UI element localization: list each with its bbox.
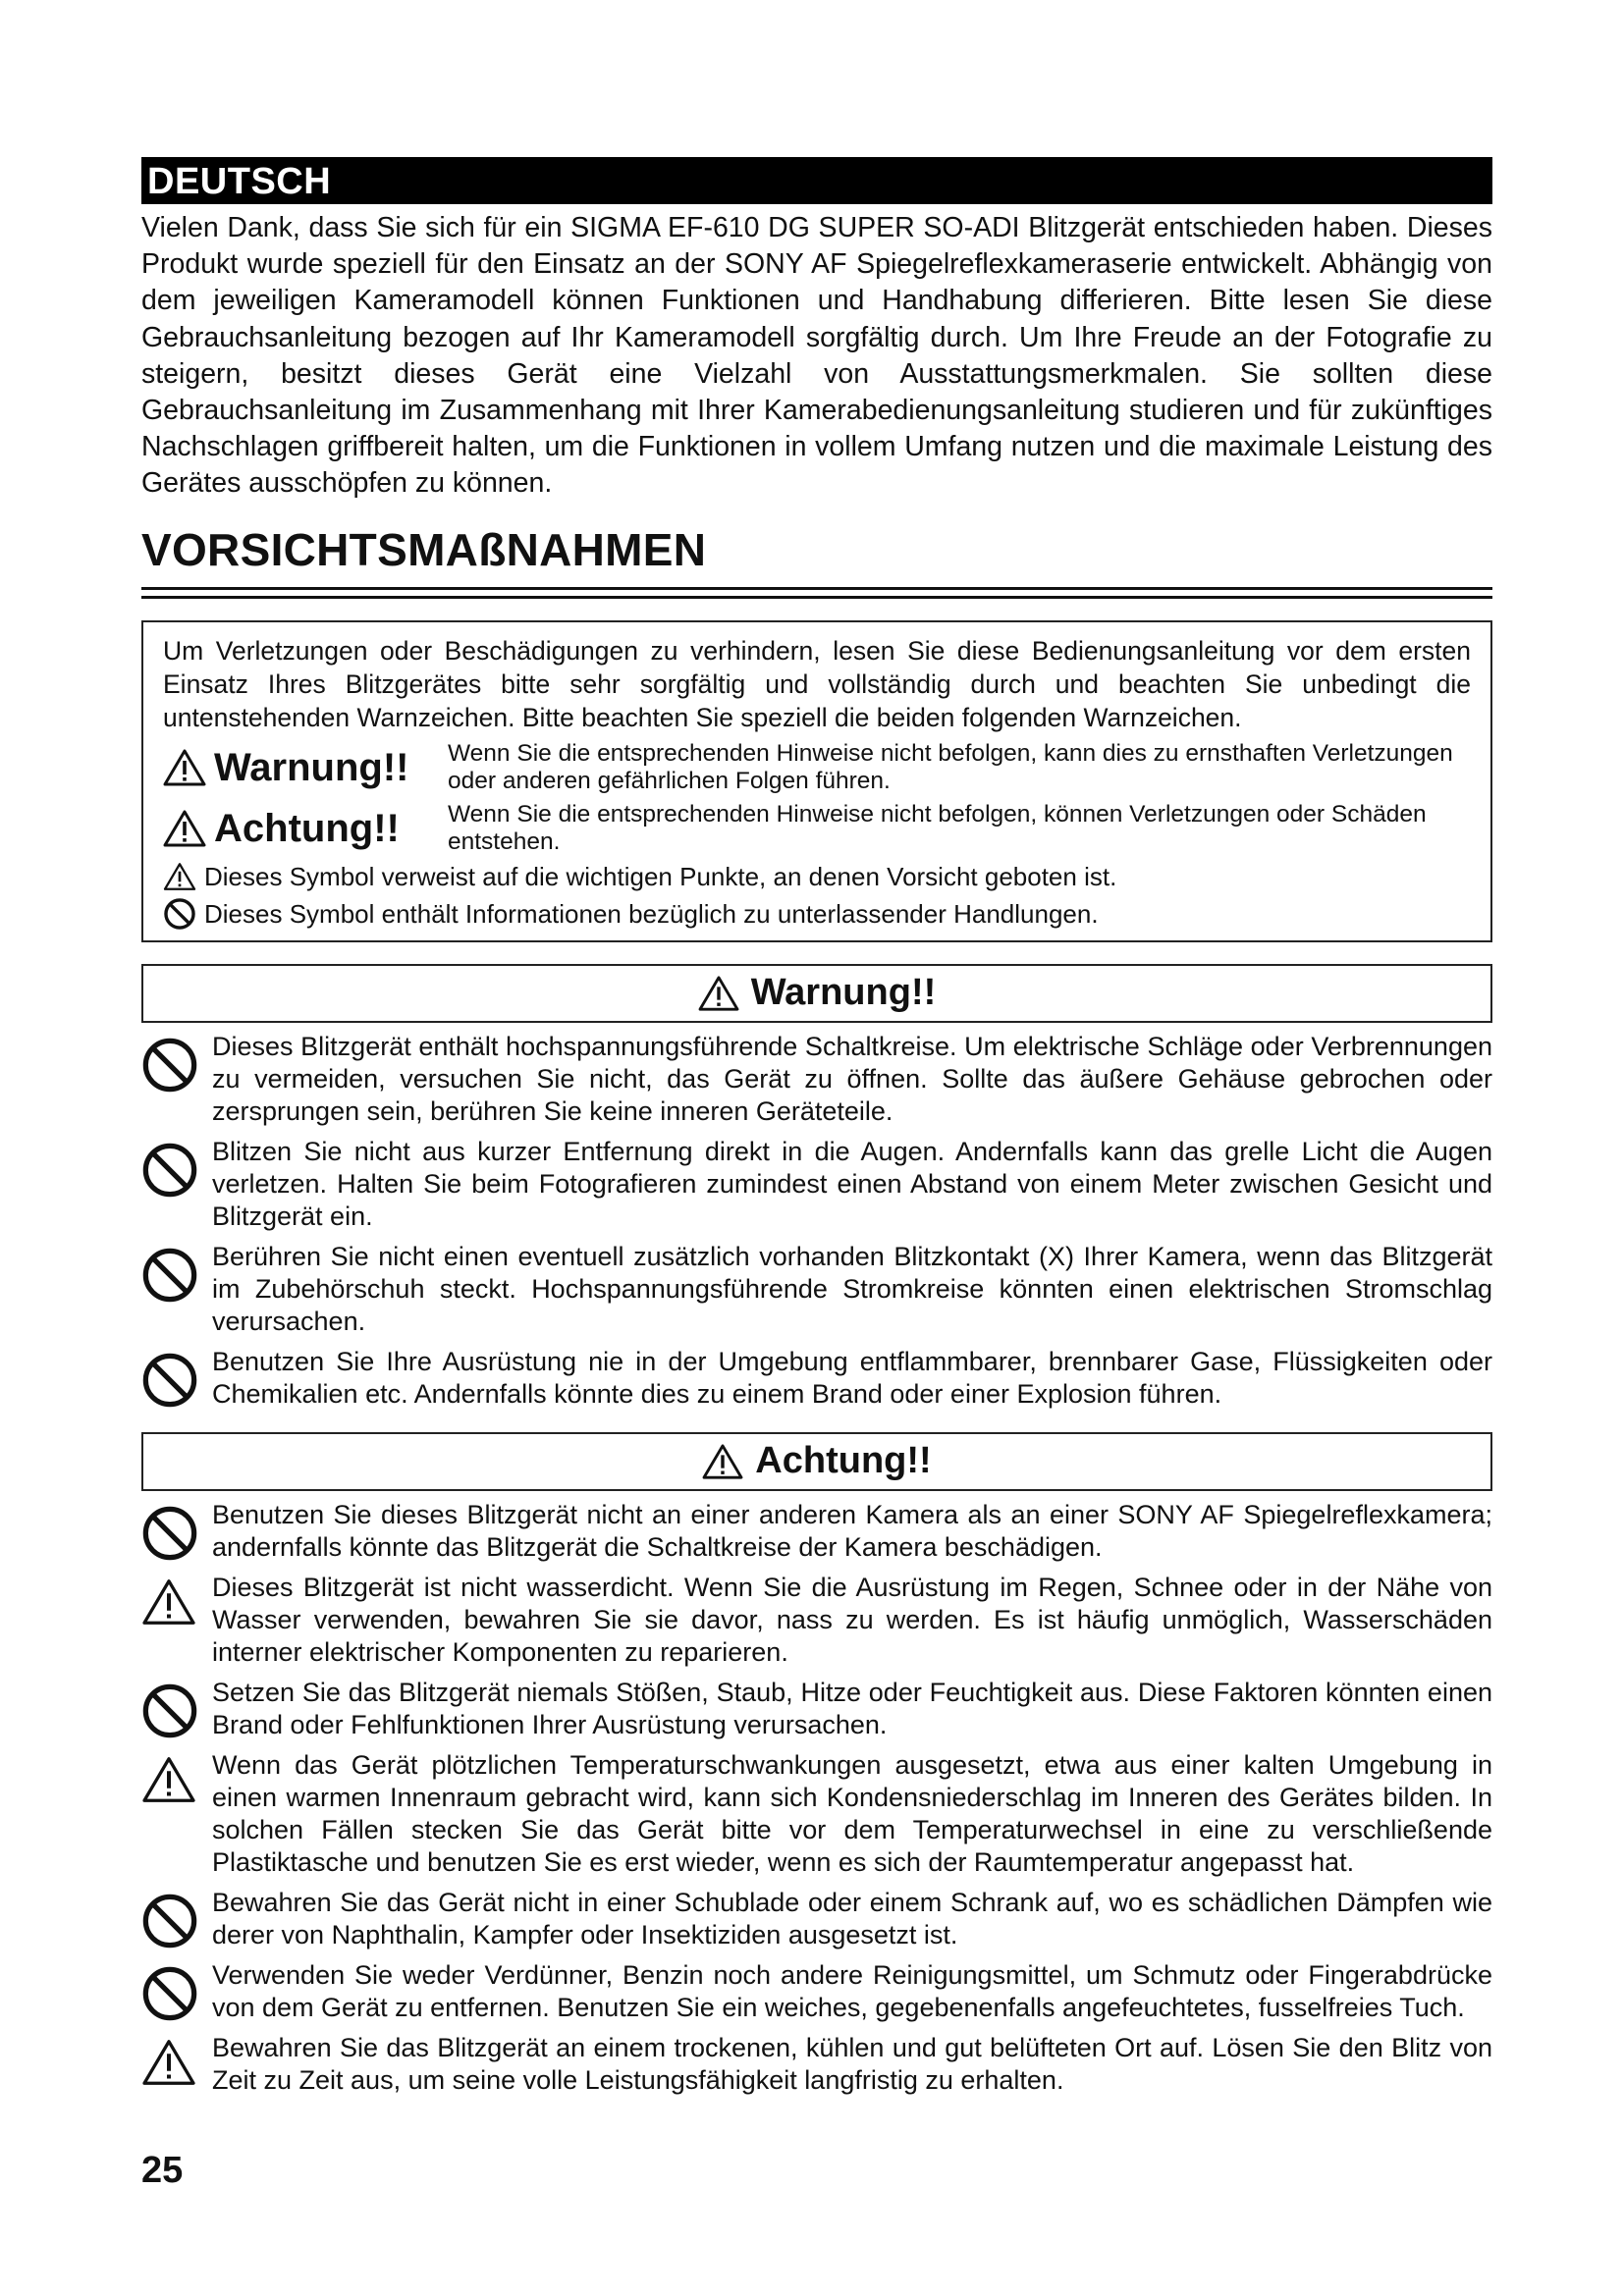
prohibition-icon [141,1346,212,1409]
warning-triangle-icon [163,809,206,848]
item-text: Blitzen Sie nicht aus kurzer Entfernung direkt in die Augen. Andernfalls kann das grelle Licht die Augen verletzen. Halten Sie beim Fotografieren zumindest einen Abstand von einem Meter zwischen Gesicht und Blitzgerät ein. [212,1136,1492,1231]
symbol-legend-box [141,620,1492,942]
warning-triangle-icon [141,2032,212,2087]
item-text: Wenn das Gerät plötzlichen Temperaturschwankungen ausgesetzt, etwa aus einer kalten Umgebung in einen warmen Innenraum gebracht wird, kann sich Kondensniederschlag im Inneren des Gerätes bilden. In solchen Fällen stecken Sie das Gerät bitte vor dem Temperaturwechsel in eine zu verschließende Plastiktasche und benutzen Sie es erst wieder, wenn es sich der Raumtemperatur angepasst hat. [212,1749,1492,1877]
legend-warning-desc: Wenn Sie die entsprechenden Hinweise nicht befolgen, kann dies zu ernsthaften Verletzungen oder anderen gefährlichen Folgen führen. [448,739,1453,794]
list-item [141,1749,1492,1879]
legend-caution-text: Achtung!! [214,806,400,850]
manual-page [141,157,1492,2097]
list-item [141,1959,1492,2024]
legend-intro: Um Verletzungen oder Beschädigungen zu verhindern, lesen Sie diese Bedienungsanleitung vor dem ersten Einsatz Ihres Blitzgerätes bitte sehr sorgfältig und vollständig durch und beachten Sie unbedingt die untenstehenden Warnzeichen. Bitte beachten Sie speziell die beiden folgenden Warnzeichen. [163,635,1471,732]
warning-section-title: Warnung!! [750,972,937,1014]
language-heading: DEUTSCH [141,157,1492,204]
prohibition-icon [141,1887,212,1949]
list-item [141,1241,1492,1338]
prohibition-icon [141,1959,212,2022]
legend-warning-row [163,740,1471,795]
list-item [141,1346,1492,1411]
legend-caution-row [163,801,1471,856]
legend-triangle-desc: Dieses Symbol verweist auf die wichtigen Punkte, an denen Vorsicht geboten ist. [204,861,1117,891]
list-item [141,1677,1492,1741]
caution-item-list [141,1499,1492,2097]
prohibition-icon [163,897,196,931]
legend-prohibition-desc: Dieses Symbol enthält Informationen bezüglich zu unterlassender Handlungen. [204,898,1099,929]
warning-triangle-icon [141,1572,212,1627]
legend-triangle-row [163,860,1471,893]
legend-prohibition-row [163,897,1471,931]
legend-warning-label [163,745,448,789]
item-text: Verwenden Sie weder Verdünner, Benzin noch andere Reinigungsmittel, um Schmutz oder Fingerabdrücke von dem Gerät zu entfernen. Benutzen Sie ein weiches, gegebenenfalls angefeuchtetes, fusselfreies Tuch. [212,1959,1492,2022]
warning-triangle-icon [702,1443,743,1480]
heading-double-rule [141,587,1492,599]
prohibition-icon [141,1499,212,1562]
list-item [141,1499,1492,1564]
prohibition-icon [141,1136,212,1199]
item-text: Dieses Blitzgerät enthält hochspannungsführende Schaltkreise. Um elektrische Schläge oder Verbrennungen zu vermeiden, versuchen Sie nicht, das Gerät zu öffnen. Sollte das äußere Gehäuse gebrochen oder zersprungen sein, berühren Sie keine inneren Geräteteile. [212,1031,1492,1126]
warning-item-list [141,1031,1492,1411]
legend-warning-text: Warnung!! [214,745,409,789]
precautions-heading: VORSICHTSMAßNAHMEN [141,523,707,575]
warning-triangle-icon [163,748,206,787]
caution-section-header [141,1432,1492,1491]
intro-paragraph: Vielen Dank, dass Sie sich für ein SIGMA EF-610 DG SUPER SO-ADI Blitzgerät entschieden haben. Dieses Produkt wurde speziell für den Einsatz an der SONY AF Spiegelreflexkameraserie entwickelt. Abhängig von dem jeweiligen Kameramodell können Funktionen und Handhabung differieren. Bitte lesen Sie diese Gebrauchsanleitung bezogen auf Ihr Kameramodell sorgfältig durch. Um Ihre Freude an der Fotografie zu steigern, besitzt dieses Gerät eine Vielzahl von Ausstattungsmerkmalen. Sie sollten diese Gebrauchsanleitung im Zusammenhang mit Ihrer Kamerabedienungsanleitung studieren und für zukünftiges Nachschlagen griffbereit halten, um die Funktionen in vollem Umfang nutzen und die maximale Leistung des Gerätes ausschöpfen zu können. [141,212,1492,500]
list-item [141,1136,1492,1233]
list-item [141,1572,1492,1669]
warning-triangle-icon [141,1749,212,1804]
item-text: Setzen Sie das Blitzgerät niemals Stößen, Staub, Hitze oder Feuchtigkeit aus. Diese Faktoren könnten einen Brand oder Fehlfunktionen Ihrer Ausrüstung verursachen. [212,1677,1492,1739]
prohibition-icon [141,1031,212,1094]
list-item [141,2032,1492,2097]
prohibition-icon [141,1677,212,1739]
legend-caution-desc: Wenn Sie die entsprechenden Hinweise nicht befolgen, können Verletzungen oder Schäden entstehen. [448,800,1427,855]
item-text: Dieses Blitzgerät ist nicht wasserdicht. Wenn Sie die Ausrüstung im Regen, Schnee oder in der Nähe von Wasser verwenden, bewahren Sie sie davor, nass zu werden. Es ist häufig unmöglich, Wasserschäden interner elektrischer Komponenten zu reparieren. [212,1572,1492,1667]
list-item [141,1031,1492,1128]
warning-triangle-icon [163,862,196,891]
item-text: Berühren Sie nicht einen eventuell zusätzlich vorhanden Blitzkontakt (X) Ihrer Kamera, wenn das Blitzgerät im Zubehörschuh steckt. Hochspannungsführende Stromkreise könnten einen elektrischen Stromschlag verursachen. [212,1241,1492,1336]
list-item [141,1887,1492,1951]
legend-caution-label [163,806,448,850]
warning-triangle-icon [698,975,739,1012]
caution-section-title: Achtung!! [755,1440,932,1482]
item-text: Benutzen Sie Ihre Ausrüstung nie in der Umgebung entflammbarer, brennbarer Gase, Flüssigkeiten oder Chemikalien etc. Andernfalls könnte dies zu einem Brand oder einer Explosion führen. [212,1346,1492,1409]
warning-section-header [141,964,1492,1023]
item-text: Bewahren Sie das Blitzgerät an einem trockenen, kühlen und gut belüfteten Ort auf. Lösen Sie den Blitz von Zeit zu Zeit aus, um seine volle Leistungsfähigkeit langfristig zu erhalten. [212,2032,1492,2095]
prohibition-icon [141,1241,212,1304]
item-text: Bewahren Sie das Gerät nicht in einer Schublade oder einem Schrank auf, wo es schädlichen Dämpfen wie derer von Naphthalin, Kampfer oder Insektiziden ausgesetzt ist. [212,1887,1492,1949]
item-text: Benutzen Sie dieses Blitzgerät nicht an einer anderen Kamera als an einer SONY AF Spiegelreflexkamera; andernfalls könnte das Blitzgerät die Schaltkreise der Kamera beschädigen. [212,1499,1492,1562]
page-number: 25 [141,2150,184,2191]
